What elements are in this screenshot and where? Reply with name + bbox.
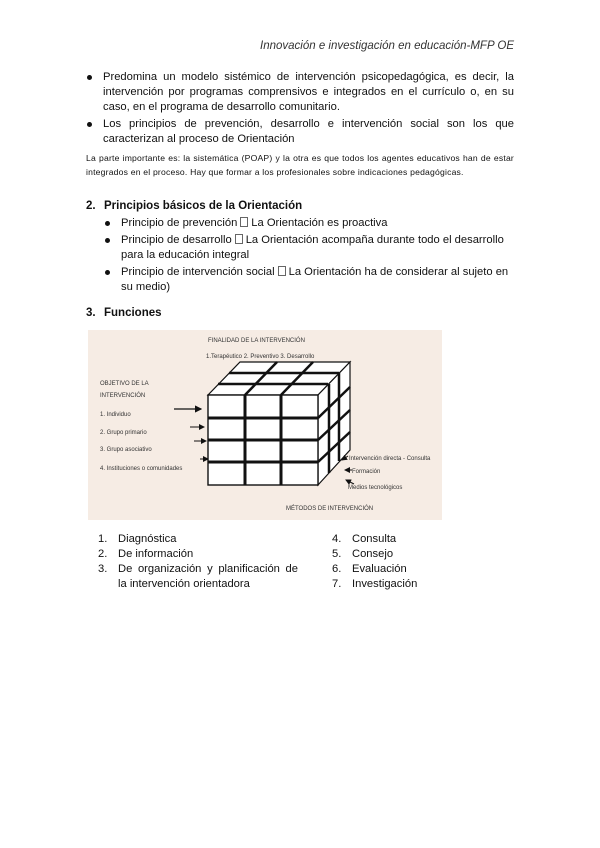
functions-list-right [332, 532, 512, 592]
intro-bullet: Los principios de prevención, desarrollo e intervención social son los que caracterizan al proceso de Orientación [86, 117, 514, 147]
functions-list-left [98, 532, 298, 592]
function-item: 2. De información [98, 548, 194, 560]
figure-top-title: FINALIDAD DE LA INTERVENCIÓN [208, 338, 305, 344]
target-label: 3. Grupo asociativo [100, 447, 152, 453]
arrow-glyph-icon [278, 266, 286, 276]
figure-bottom-title: MÉTODOS DE INTERVENCIÓN [286, 506, 374, 512]
intro-bullet-list [86, 70, 514, 149]
intro-bullet: Predomina un modelo sistémico de intervención psicopedagógica, es decir, la intervención por programas comprensivos e integrados en el currículo o, en su caso, en el programa de desarrollo comunitario. [86, 70, 514, 115]
function-item: 6. Evaluación [332, 563, 407, 575]
function-item: 3. De organización y planificación de la intervención orientadora [98, 563, 298, 590]
section-3-title: Funciones [104, 307, 162, 319]
method-label: Medios tecnológicos [348, 485, 403, 491]
figure-top-subtitle: 1.Terapéutico 2. Preventivo 3. Desarrollo [206, 354, 315, 360]
figure-left-title: INTERVENCIÓN [100, 393, 146, 399]
function-item: 4. Consulta [332, 533, 397, 545]
summary-note: La parte importante es: la sistemática (POAP) y la otra es que todos los agentes educativos han de estar integrados en el proceso. Hay que formar a los profesionales sobre indicaciones pedagógicas. [86, 153, 514, 177]
section-3-heading [86, 307, 162, 319]
section-2-heading [86, 200, 302, 212]
method-arrow [346, 480, 354, 484]
section-2-number: 2. [86, 200, 96, 212]
function-item: 7. Investigación [332, 578, 418, 590]
cube [208, 362, 350, 485]
figure-left-title: OBJETIVO DE LA [100, 381, 149, 387]
section-2-title: Principios básicos de la Orientación [104, 200, 303, 212]
page-header: Innovación e investigación en educación-MFP OE [260, 40, 514, 52]
function-item: 5. Consejo [332, 548, 394, 560]
method-label: Formación [352, 469, 381, 475]
principles-list [104, 216, 514, 297]
target-label: 1. Individuo [100, 412, 131, 418]
principle-item: Principio de desarrollo La Orientación acompaña durante todo el desarrollo para la educación integral [104, 233, 514, 263]
intervention-cube-figure [88, 330, 442, 520]
function-item: 1. Diagnóstica [98, 533, 177, 545]
arrow-glyph-icon [240, 217, 248, 227]
principle-item: Principio de intervención social La Orientación ha de considerar al sujeto en su medio) [104, 265, 514, 295]
cube-diagram [88, 330, 442, 520]
section-3-number: 3. [86, 307, 96, 319]
target-label: 2. Grupo primario [100, 430, 147, 436]
principle-item: Principio de prevención La Orientación es proactiva [104, 216, 514, 231]
target-label: 4. Instituciones o comunidades [100, 466, 183, 472]
method-label: Intervención directa - Consulta [349, 456, 431, 462]
arrow-glyph-icon [235, 234, 243, 244]
